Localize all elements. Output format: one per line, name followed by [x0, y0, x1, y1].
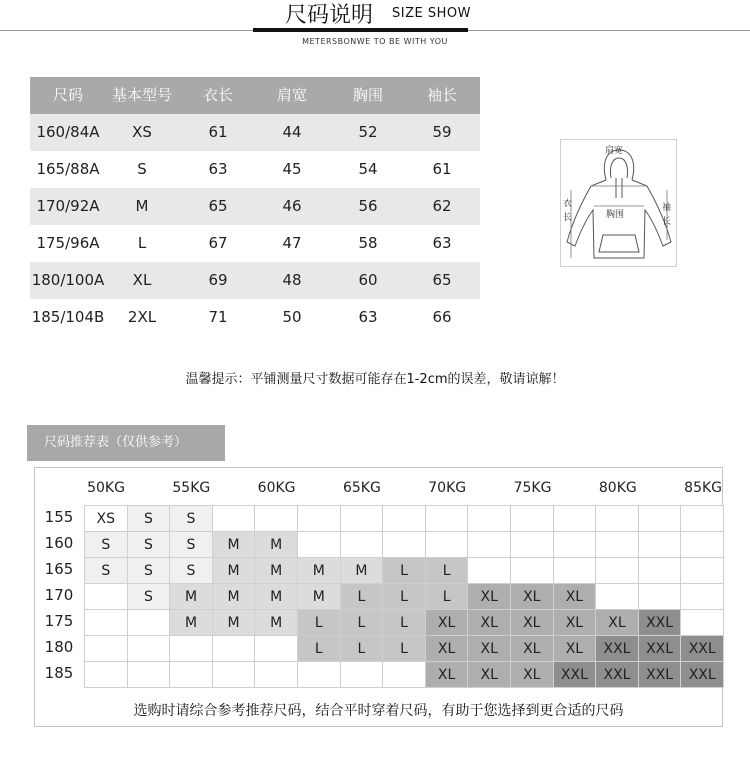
recommendation-cell: XXL	[638, 635, 682, 662]
size-table-cell: 44	[282, 123, 302, 141]
recommendation-cell: XL	[425, 661, 469, 688]
recommendation-cell: XL	[425, 609, 469, 636]
recommendation-cell	[84, 661, 128, 688]
recommendation-cell	[510, 557, 554, 584]
recommendation-cell: XXL	[680, 635, 724, 662]
size-table-cell: 67	[208, 234, 228, 252]
recommendation-cell	[638, 531, 682, 558]
recommendation-cell	[638, 557, 682, 584]
size-table-cell: 71	[208, 308, 228, 326]
size-table-cell: 56	[358, 197, 378, 215]
recommendation-cell	[254, 635, 298, 662]
recommendation-cell: M	[169, 583, 213, 610]
figure-label-length-1: 衣	[563, 199, 573, 209]
recommendation-cell	[212, 635, 256, 662]
size-table-header-cell: 袖长	[426, 86, 457, 104]
height-label: 180	[44, 638, 74, 656]
weight-label: 70KG	[428, 480, 467, 496]
size-table-cell: 65	[208, 197, 228, 215]
recommendation-cell: XL	[467, 609, 511, 636]
recommendation-cell	[467, 505, 511, 532]
recommendation-cell: S	[169, 531, 213, 558]
recommendation-cell	[254, 661, 298, 688]
size-table-cell: 46	[282, 197, 302, 215]
recommendation-cell: XXL	[595, 661, 639, 688]
size-table-cell: 63	[432, 234, 452, 252]
recommendation-cell: S	[127, 531, 171, 558]
height-label: 160	[44, 534, 74, 552]
recommendation-cell	[84, 609, 128, 636]
figure-label-sleeve-2: 长	[662, 217, 672, 227]
hoodie-outline-icon	[561, 140, 676, 266]
size-table-cell: 45	[282, 160, 302, 178]
recommendation-cell: S	[84, 557, 128, 584]
recommendation-cell: L	[382, 635, 426, 662]
size-table-cell: 2XL	[127, 308, 157, 326]
weight-label: 65KG	[342, 480, 381, 496]
recommendation-cell	[553, 531, 597, 558]
recommendation-cell: M	[254, 609, 298, 636]
size-table-cell: 62	[432, 197, 452, 215]
size-table-cell: 180/100A	[31, 271, 105, 289]
recommendation-cell	[212, 505, 256, 532]
recommendation-cell	[553, 505, 597, 532]
size-table-header-cell: 基本型号	[111, 86, 172, 104]
size-table-cell: 65	[432, 271, 452, 289]
size-table-cell: 60	[358, 271, 378, 289]
recommendation-cell: S	[84, 531, 128, 558]
size-table-cell: 69	[208, 271, 228, 289]
recommendation-cell: L	[382, 609, 426, 636]
recommendation-cell: XL	[553, 635, 597, 662]
page-title-cn: 尺码说明	[285, 3, 374, 28]
recommendation-cell: S	[127, 505, 171, 532]
recommendation-cell: M	[212, 583, 256, 610]
size-table-cell: 63	[358, 308, 378, 326]
recommendation-cell	[254, 505, 298, 532]
recommendation-cell: XL	[467, 661, 511, 688]
recommendation-cell: M	[254, 583, 298, 610]
recommendation-cell: XXL	[638, 609, 682, 636]
recommendation-cell	[382, 661, 426, 688]
recommendation-cell	[169, 661, 213, 688]
recommendation-cell: M	[212, 531, 256, 558]
recommendation-cell	[595, 505, 639, 532]
recommendation-cell: L	[297, 635, 341, 662]
recommendation-cell: XL	[510, 609, 554, 636]
brand-subtitle: METERSBONWE TO BE WITH YOU	[302, 37, 448, 46]
recommendation-cell: XS	[84, 505, 128, 532]
size-table-header-cell: 衣长	[202, 86, 233, 104]
recommendation-cell: XXL	[680, 661, 724, 688]
recommendation-cell	[467, 557, 511, 584]
size-table-cell: XL	[132, 271, 152, 289]
size-table-header	[30, 77, 480, 114]
size-table-cell: S	[137, 160, 147, 178]
recommendation-cell: M	[254, 531, 298, 558]
recommendation-cell	[680, 583, 724, 610]
recommendation-footer: 选购时请综合参考推荐尺码，结合平时穿着尺码，有助于您选择到更合适的尺码	[133, 703, 624, 719]
size-table-cell: 170/92A	[36, 197, 100, 215]
recommendation-cell	[638, 583, 682, 610]
recommendation-cell	[127, 609, 171, 636]
size-table-cell: 52	[358, 123, 378, 141]
weight-label: 60KG	[257, 480, 296, 496]
recommendation-title: 尺码推荐表（仅供参考）	[27, 425, 225, 461]
recommendation-cell	[595, 531, 639, 558]
recommendation-cell: S	[127, 583, 171, 610]
recommendation-cell: L	[297, 609, 341, 636]
recommendation-cell	[425, 505, 469, 532]
figure-label-length-2: 长	[563, 213, 573, 223]
recommendation-cell: XL	[553, 609, 597, 636]
recommendation-cell: XL	[425, 635, 469, 662]
recommendation-cell	[84, 583, 128, 610]
recommendation-cell	[680, 609, 724, 636]
recommendation-cell	[297, 661, 341, 688]
recommendation-cell	[84, 635, 128, 662]
size-table-cell: 63	[208, 160, 228, 178]
recommendation-cell: XXL	[553, 661, 597, 688]
recommendation-cell	[382, 505, 426, 532]
recommendation-cell: M	[297, 583, 341, 610]
recommendation-cell	[297, 531, 341, 558]
recommendation-cell	[467, 531, 511, 558]
size-table-row	[30, 225, 480, 262]
size-table-cell: 54	[358, 160, 378, 178]
recommendation-cell	[680, 531, 724, 558]
recommendation-cell: XL	[553, 583, 597, 610]
figure-label-chest: 胸围	[606, 210, 625, 220]
recommendation-cell: XL	[510, 583, 554, 610]
size-table-cell: 61	[432, 160, 452, 178]
size-table-header-cell: 肩宽	[276, 86, 307, 104]
recommendation-cell: L	[382, 557, 426, 584]
recommendation-cell	[340, 661, 384, 688]
recommendation-cell: XL	[510, 661, 554, 688]
size-table-row	[30, 188, 480, 225]
size-table-cell: 175/96A	[36, 234, 100, 252]
size-table-cell: 160/84A	[36, 123, 100, 141]
figure-label-sleeve-1: 袖	[662, 203, 672, 213]
recommendation-cell	[680, 557, 724, 584]
recommendation-cell	[595, 583, 639, 610]
figure-label-shoulder: 肩宽	[605, 146, 624, 156]
size-table-cell: 50	[282, 308, 302, 326]
recommendation-cell: M	[340, 557, 384, 584]
recommendation-cell: L	[340, 583, 384, 610]
recommendation-cell	[127, 661, 171, 688]
recommendation-cell	[127, 635, 171, 662]
recommendation-cell: S	[169, 505, 213, 532]
recommendation-cell: XL	[510, 635, 554, 662]
size-table-cell: 58	[358, 234, 378, 252]
recommendation-cell	[595, 557, 639, 584]
height-label: 155	[44, 508, 74, 526]
size-table-cell: M	[135, 197, 149, 215]
size-table-cell: 66	[432, 308, 452, 326]
height-label: 165	[44, 560, 74, 578]
size-table-row	[30, 114, 480, 151]
size-table-header-cell: 尺码	[52, 86, 83, 104]
height-label: 170	[44, 586, 74, 604]
recommendation-cell: XL	[467, 583, 511, 610]
size-table-cell: XS	[132, 123, 152, 141]
recommendation-cell: M	[169, 609, 213, 636]
weight-label: 80KG	[598, 480, 637, 496]
size-table-row	[30, 151, 480, 188]
recommendation-cell: XXL	[638, 661, 682, 688]
size-table-row	[30, 262, 480, 299]
recommendation-cell: XL	[595, 609, 639, 636]
weight-label: 85KG	[684, 480, 723, 496]
recommendation-cell: M	[254, 557, 298, 584]
recommendation-cell	[638, 505, 682, 532]
recommendation-cell	[297, 505, 341, 532]
recommendation-cell: L	[425, 557, 469, 584]
recommendation-cell: L	[340, 635, 384, 662]
page-title-en: SIZE SHOW	[392, 6, 471, 21]
recommendation-cell: XXL	[595, 635, 639, 662]
recommendation-cell: L	[425, 583, 469, 610]
weight-label: 55KG	[172, 480, 211, 496]
height-label: 185	[44, 664, 74, 682]
recommendation-cell	[510, 531, 554, 558]
measurement-note: 温馨提示：平铺测量尺寸数据可能存在1-2cm的误差，敬请谅解！	[185, 372, 565, 387]
recommendation-cell	[680, 505, 724, 532]
recommendation-cell: XL	[467, 635, 511, 662]
hoodie-measurement-figure	[560, 139, 677, 267]
recommendation-cell	[510, 505, 554, 532]
recommendation-cell: S	[127, 557, 171, 584]
recommendation-cell: S	[169, 557, 213, 584]
recommendation-cell: M	[212, 557, 256, 584]
size-table-row	[30, 299, 480, 336]
size-table-cell: 185/104B	[31, 308, 105, 326]
recommendation-cell	[425, 531, 469, 558]
recommendation-cell: L	[340, 609, 384, 636]
size-table-cell: 59	[432, 123, 452, 141]
recommendation-cell	[340, 505, 384, 532]
weight-label: 50KG	[87, 480, 125, 496]
recommendation-cell	[553, 557, 597, 584]
recommendation-cell	[340, 531, 384, 558]
recommendation-cell: L	[382, 583, 426, 610]
recommendation-cell	[169, 635, 213, 662]
size-table-cell: 47	[282, 234, 302, 252]
recommendation-cell: M	[212, 609, 256, 636]
recommendation-cell: M	[297, 557, 341, 584]
recommendation-cell	[212, 661, 256, 688]
size-table-cell: 61	[208, 123, 228, 141]
weight-label: 75KG	[513, 480, 552, 496]
size-table-cell: 165/88A	[36, 160, 100, 178]
height-label: 175	[44, 612, 74, 630]
size-table-cell: 48	[282, 271, 302, 289]
size-table-cell: L	[137, 234, 147, 252]
recommendation-cell	[382, 531, 426, 558]
size-table-header-cell: 胸围	[352, 86, 383, 104]
